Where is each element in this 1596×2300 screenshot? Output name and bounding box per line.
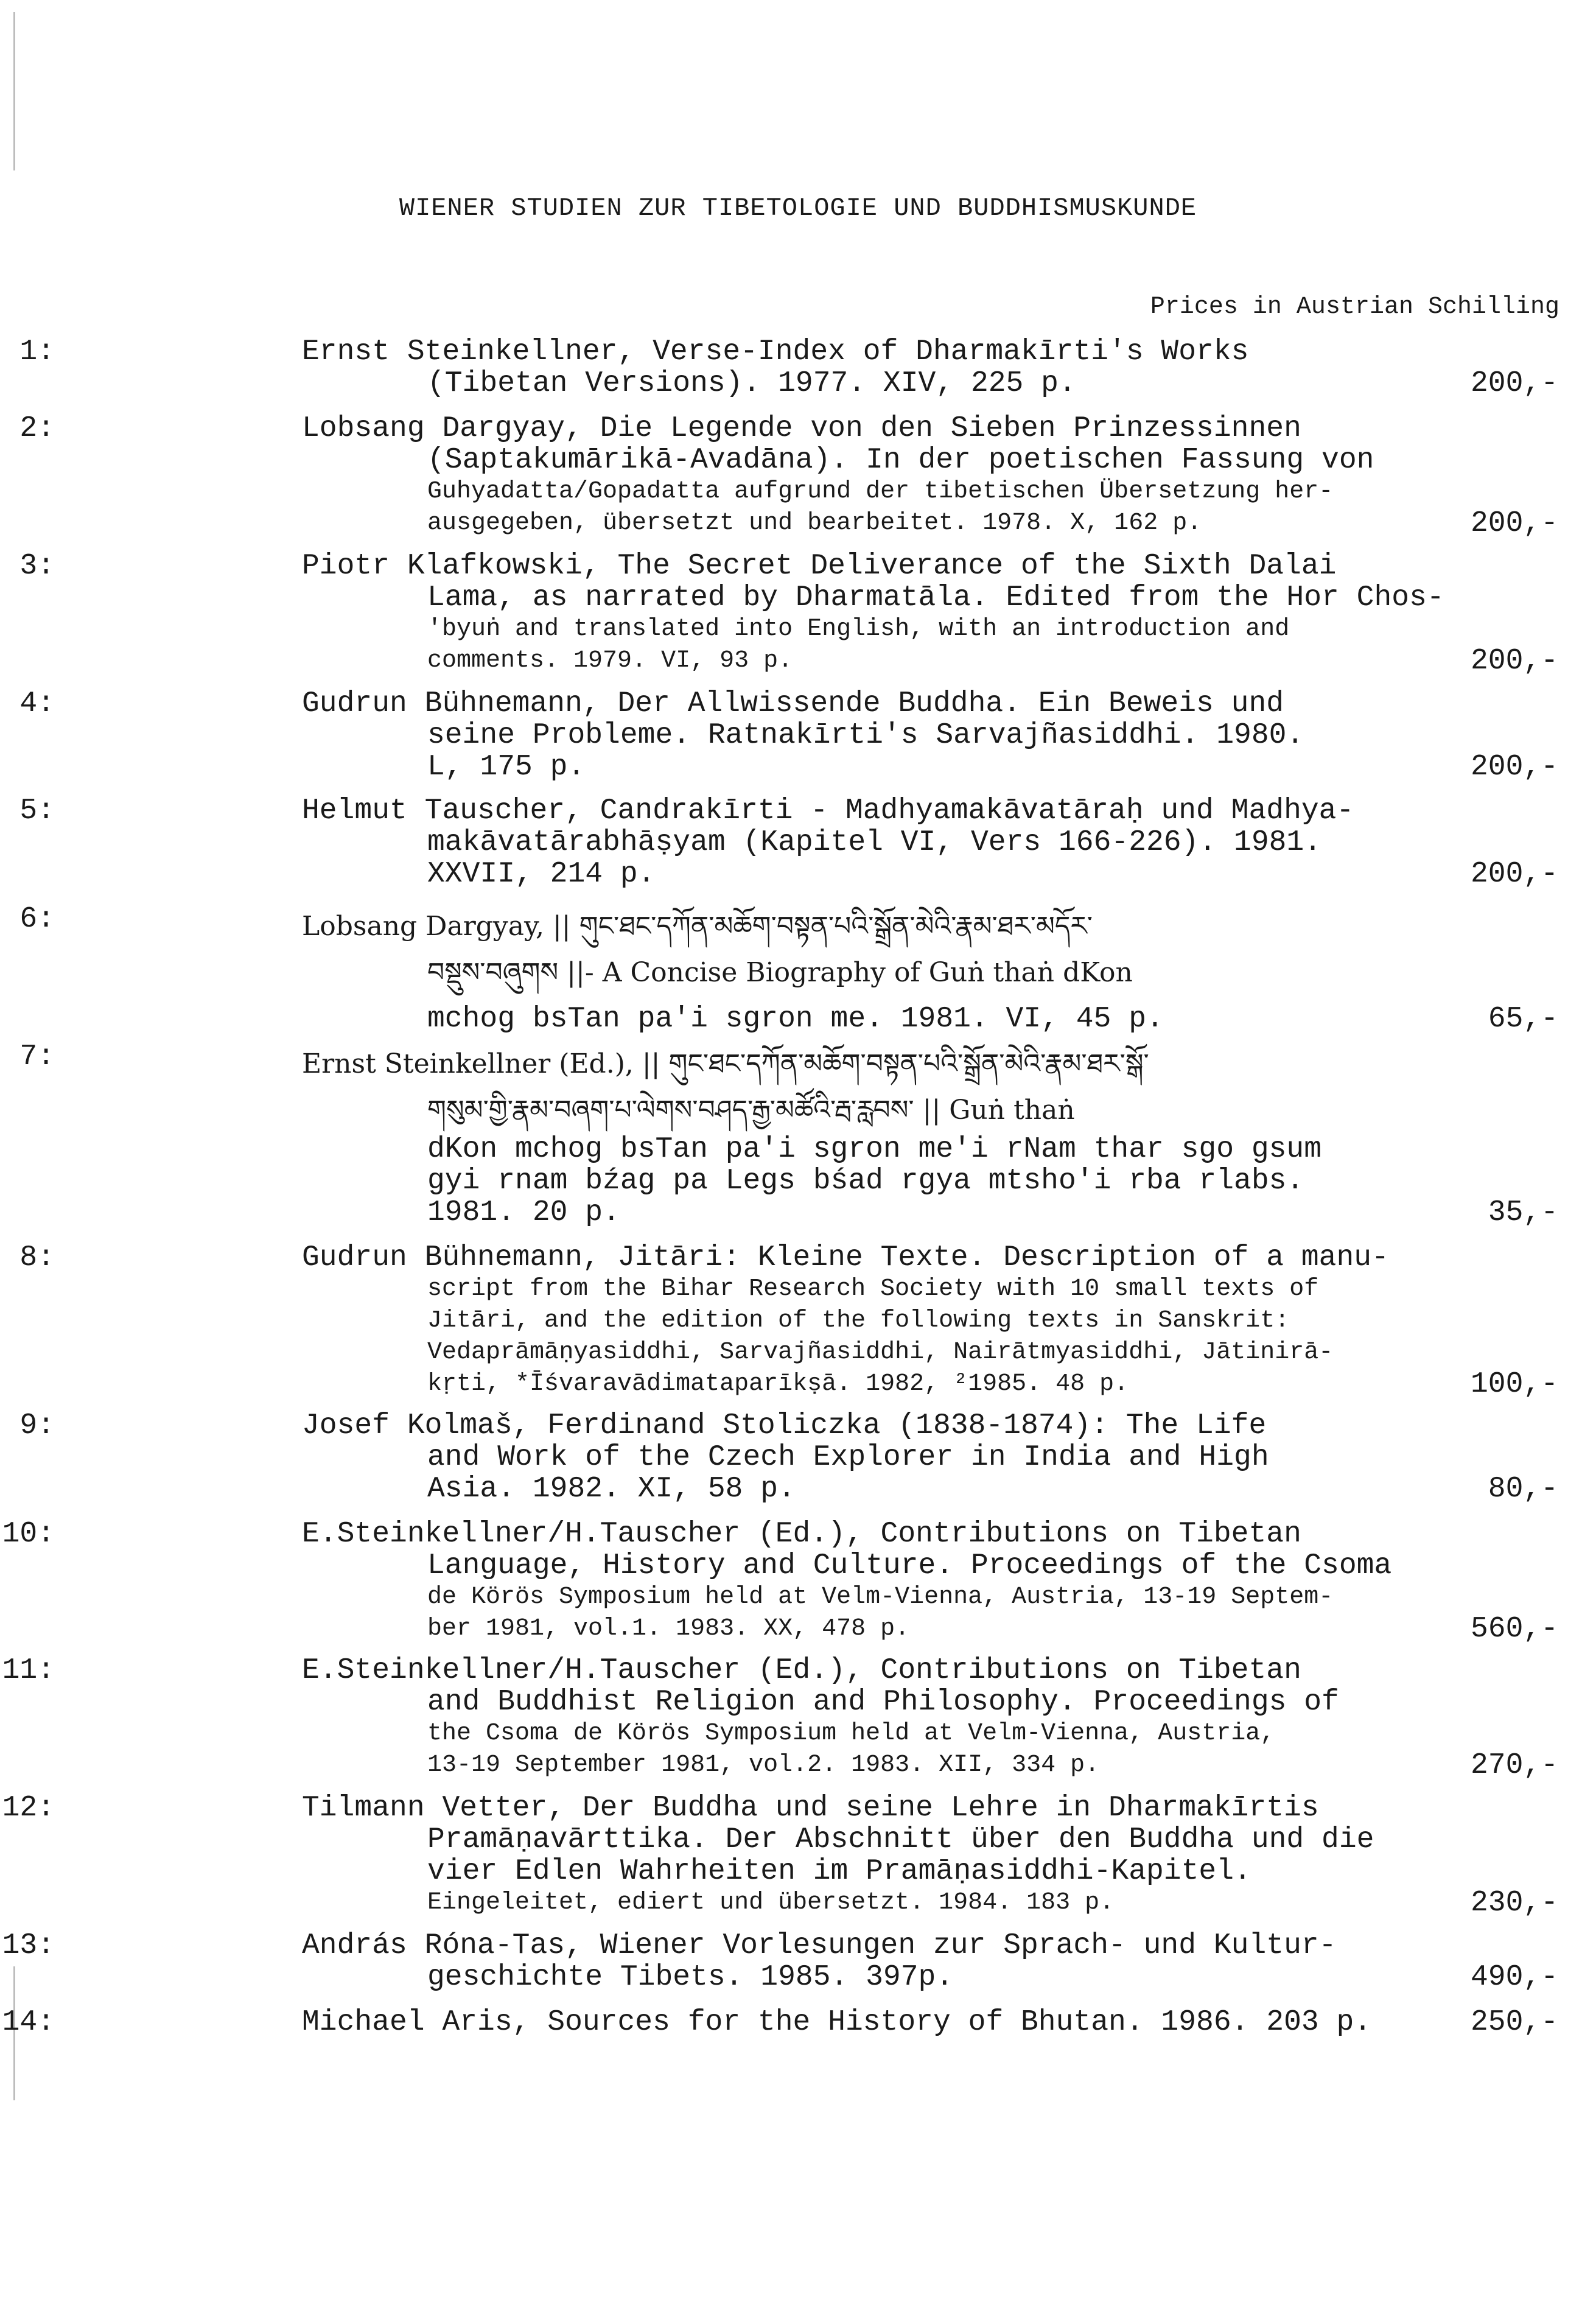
entry-line: Vedaprāmāṇyasiddhi, Sarvajñasiddhi, Nairātmyasiddhi, Jātinirā- [427,1339,1334,1366]
entry-line: kṛti, *Īśvaravādimataparīkṣā. 1982, ²1985. 48 p. [427,1370,1129,1398]
entry-price: 35,- [1488,1196,1558,1229]
entry-line: Piotr Klafkowski, The Secret Deliverance of the Sixth Dalai [302,550,1337,583]
entry-line: (Saptakumārikā-Avadāna). In der poetischen Fassung von [427,444,1374,477]
entry-line: 1981. 20 p. [427,1196,620,1229]
list-item [2,1792,1558,1920]
entry-line: གསུམ་གྱི་རྣམ་བཞག་པ་ལེགས་བཤད་རྒྱ་མཚོའི་རྦ་རླབས་ || Guṅ thaṅ [427,1095,1075,1126]
entry-line: mchog bsTan pa'i sgron me. 1981. VI, 45 p. [427,1003,1164,1036]
entry-price: 200,- [1470,645,1558,678]
list-item [19,335,1558,400]
entry-number: 11: [2,1654,55,1687]
entry-line: dKon mchog bsTan pa'i sgron me'i rNam thar sgo gsum [427,1133,1322,1166]
entry-number: 12: [2,1792,55,1825]
list-item [2,1518,1558,1646]
entry-line: Gudrun Bühnemann, Jitāri: Kleine Texte. Description of a manu- [302,1241,1389,1274]
entry-line: Pramāṇavārttika. Der Abschnitt über den Buddha und die [427,1823,1374,1856]
entry-number: 1: [19,335,55,368]
entry-line: (Tibetan Versions). 1977. XIV, 225 p. [427,367,1076,400]
entry-number: 14: [2,2006,55,2039]
entry-line: E.Steinkellner/H.Tauscher (Ed.), Contributions on Tibetan [302,1518,1301,1551]
entry-line: Michael Aris, Sources for the History of Bhutan. 1986. 203 p. [302,2006,1372,2039]
entry-line: E.Steinkellner/H.Tauscher (Ed.), Contributions on Tibetan [302,1654,1301,1687]
entry-line: makāvatārabhāṣyam (Kapitel VI, Vers 166-226). 1981. [427,826,1322,859]
entry-line: L, 175 p. [427,751,586,784]
entry-price: 65,- [1488,1003,1558,1036]
entry-line: vier Edlen Wahrheiten im Pramāṇasiddhi-Kapitel. [427,1855,1251,1888]
entry-line: Asia. 1982. XI, 58 p. [427,1473,796,1506]
list-item [19,687,1558,784]
entry-line: 13-19 September 1981, vol.2. 1983. XII, 334 p. [427,1751,1100,1779]
entry-line: script from the Bihar Research Society with 10 small texts of [427,1275,1319,1303]
list-item [2,1654,1558,1782]
entry-line: Guhyadatta/Gopadatta aufgrund der tibetischen Übersetzung her- [427,478,1334,505]
list-item [19,903,1558,1042]
entry-price: 200,- [1470,367,1558,400]
entry-number: 10: [2,1518,55,1551]
entry-number: 13: [2,1929,55,1962]
entry-line: XXVII, 214 p. [427,858,656,891]
entry-line: geschichte Tibets. 1985. 397p. [427,1961,954,1994]
list-item [19,1409,1558,1506]
entry-line: seine Probleme. Ratnakīrti's Sarvajñasiddhi. 1980. [427,719,1304,752]
entry-line: ber 1981, vol.1. 1983. XX, 478 p. [427,1615,910,1643]
entry-number: 8: [19,1241,55,1274]
entry-line: the Csoma de Körös Symposium held at Velm-Vienna, Austria, [427,1720,1275,1747]
entry-line: བསྡུས་བཞུགས ||- A Concise Biography of Guṅ thaṅ dKon [427,957,1133,988]
entry-line: Helmut Tauscher, Candrakīrti - Madhyamakāvatāraḥ und Madhya- [302,794,1354,827]
entry-line: and Work of the Czech Explorer in India and High [427,1441,1269,1474]
entry-line: Language, History and Culture. Proceedings of the Csoma [427,1549,1392,1582]
entry-price: 80,- [1488,1473,1558,1506]
entry-line: and Buddhist Religion and Philosophy. Proceedings of [427,1686,1339,1719]
entry-line: András Róna-Tas, Wiener Vorlesungen zur Sprach- und Kultur- [302,1929,1337,1962]
list-item [2,1929,1558,1994]
entry-price: 560,- [1470,1613,1558,1646]
entry-price: 230,- [1470,1887,1558,1920]
entry-number: 7: [19,1040,55,1073]
entry-price: 200,- [1470,507,1558,540]
entry-number: 6: [19,903,55,936]
entry-number: 9: [19,1409,55,1442]
entry-number: 3: [19,550,55,583]
entry-line: Lobsang Dargyay, || གུང་ཐང་དཀོན་མཆོག་བསྟན་པའི་སྒྲོན་མེའི་རྣམ་ཐར་མདོར་ [302,911,1093,942]
entry-line: Tilmann Vetter, Der Buddha und seine Lehre in Dharmakīrtis [302,1792,1319,1825]
entry-line: gyi rnam bźag pa Legs bśad rgya mtsho'i rba rlabs. [427,1165,1304,1197]
entry-price: 200,- [1470,858,1558,891]
scan-edge-mark [13,12,15,170]
entry-number: 2: [19,412,55,445]
page-title: WIENER STUDIEN ZUR TIBETOLOGIE UND BUDDHISMUSKUNDE [399,194,1197,223]
entry-price: 270,- [1470,1749,1558,1782]
entry-line: Jitāri, and the edition of the following texts in Sanskrit: [427,1307,1290,1334]
entry-line: Lama, as narrated by Dharmatāla. Edited from the Hor Chos- [427,581,1444,614]
entry-line: 'byuṅ and translated into English, with an introduction and [427,615,1290,643]
entry-number: 4: [19,687,55,720]
entry-line: Ernst Steinkellner (Ed.), || གུང་ཐང་དཀོན་མཆོག་བསྟན་པའི་སྒྲོན་མེའི་རྣམ་ཐར་སྒོ་ [302,1048,1149,1079]
entry-line: Lobsang Dargyay, Die Legende von den Sieben Prinzessinnen [302,412,1301,445]
entry-line: Gudrun Bühnemann, Der Allwissende Buddha. Ein Beweis und [302,687,1284,720]
entry-price: 200,- [1470,751,1558,784]
prices-note: Prices in Austrian Schilling [1150,293,1559,321]
entry-line: Josef Kolmaš, Ferdinand Stoliczka (1838-1874): The Life [302,1409,1267,1442]
list-item [19,794,1558,891]
entry-line: comments. 1979. VI, 93 p. [427,647,793,675]
list-item [19,1241,1558,1401]
entry-number: 5: [19,794,55,827]
entry-price: 100,- [1470,1368,1558,1401]
list-item [2,2006,1558,2039]
entry-price: 250,- [1470,2006,1558,2039]
list-item [19,550,1558,678]
entry-line: Ernst Steinkellner, Verse-Index of Dharmakīrti's Works [302,335,1249,368]
entry-line: de Körös Symposium held at Velm-Vienna, Austria, 13-19 Septem- [427,1583,1334,1611]
entry-price: 490,- [1470,1961,1558,1994]
list-item [19,412,1558,540]
entry-line: Eingeleitet, ediert und übersetzt. 1984. 183 p. [427,1889,1115,1916]
entry-line: ausgegeben, übersetzt und bearbeitet. 1978. X, 162 p. [427,510,1202,537]
list-item [19,1040,1558,1229]
